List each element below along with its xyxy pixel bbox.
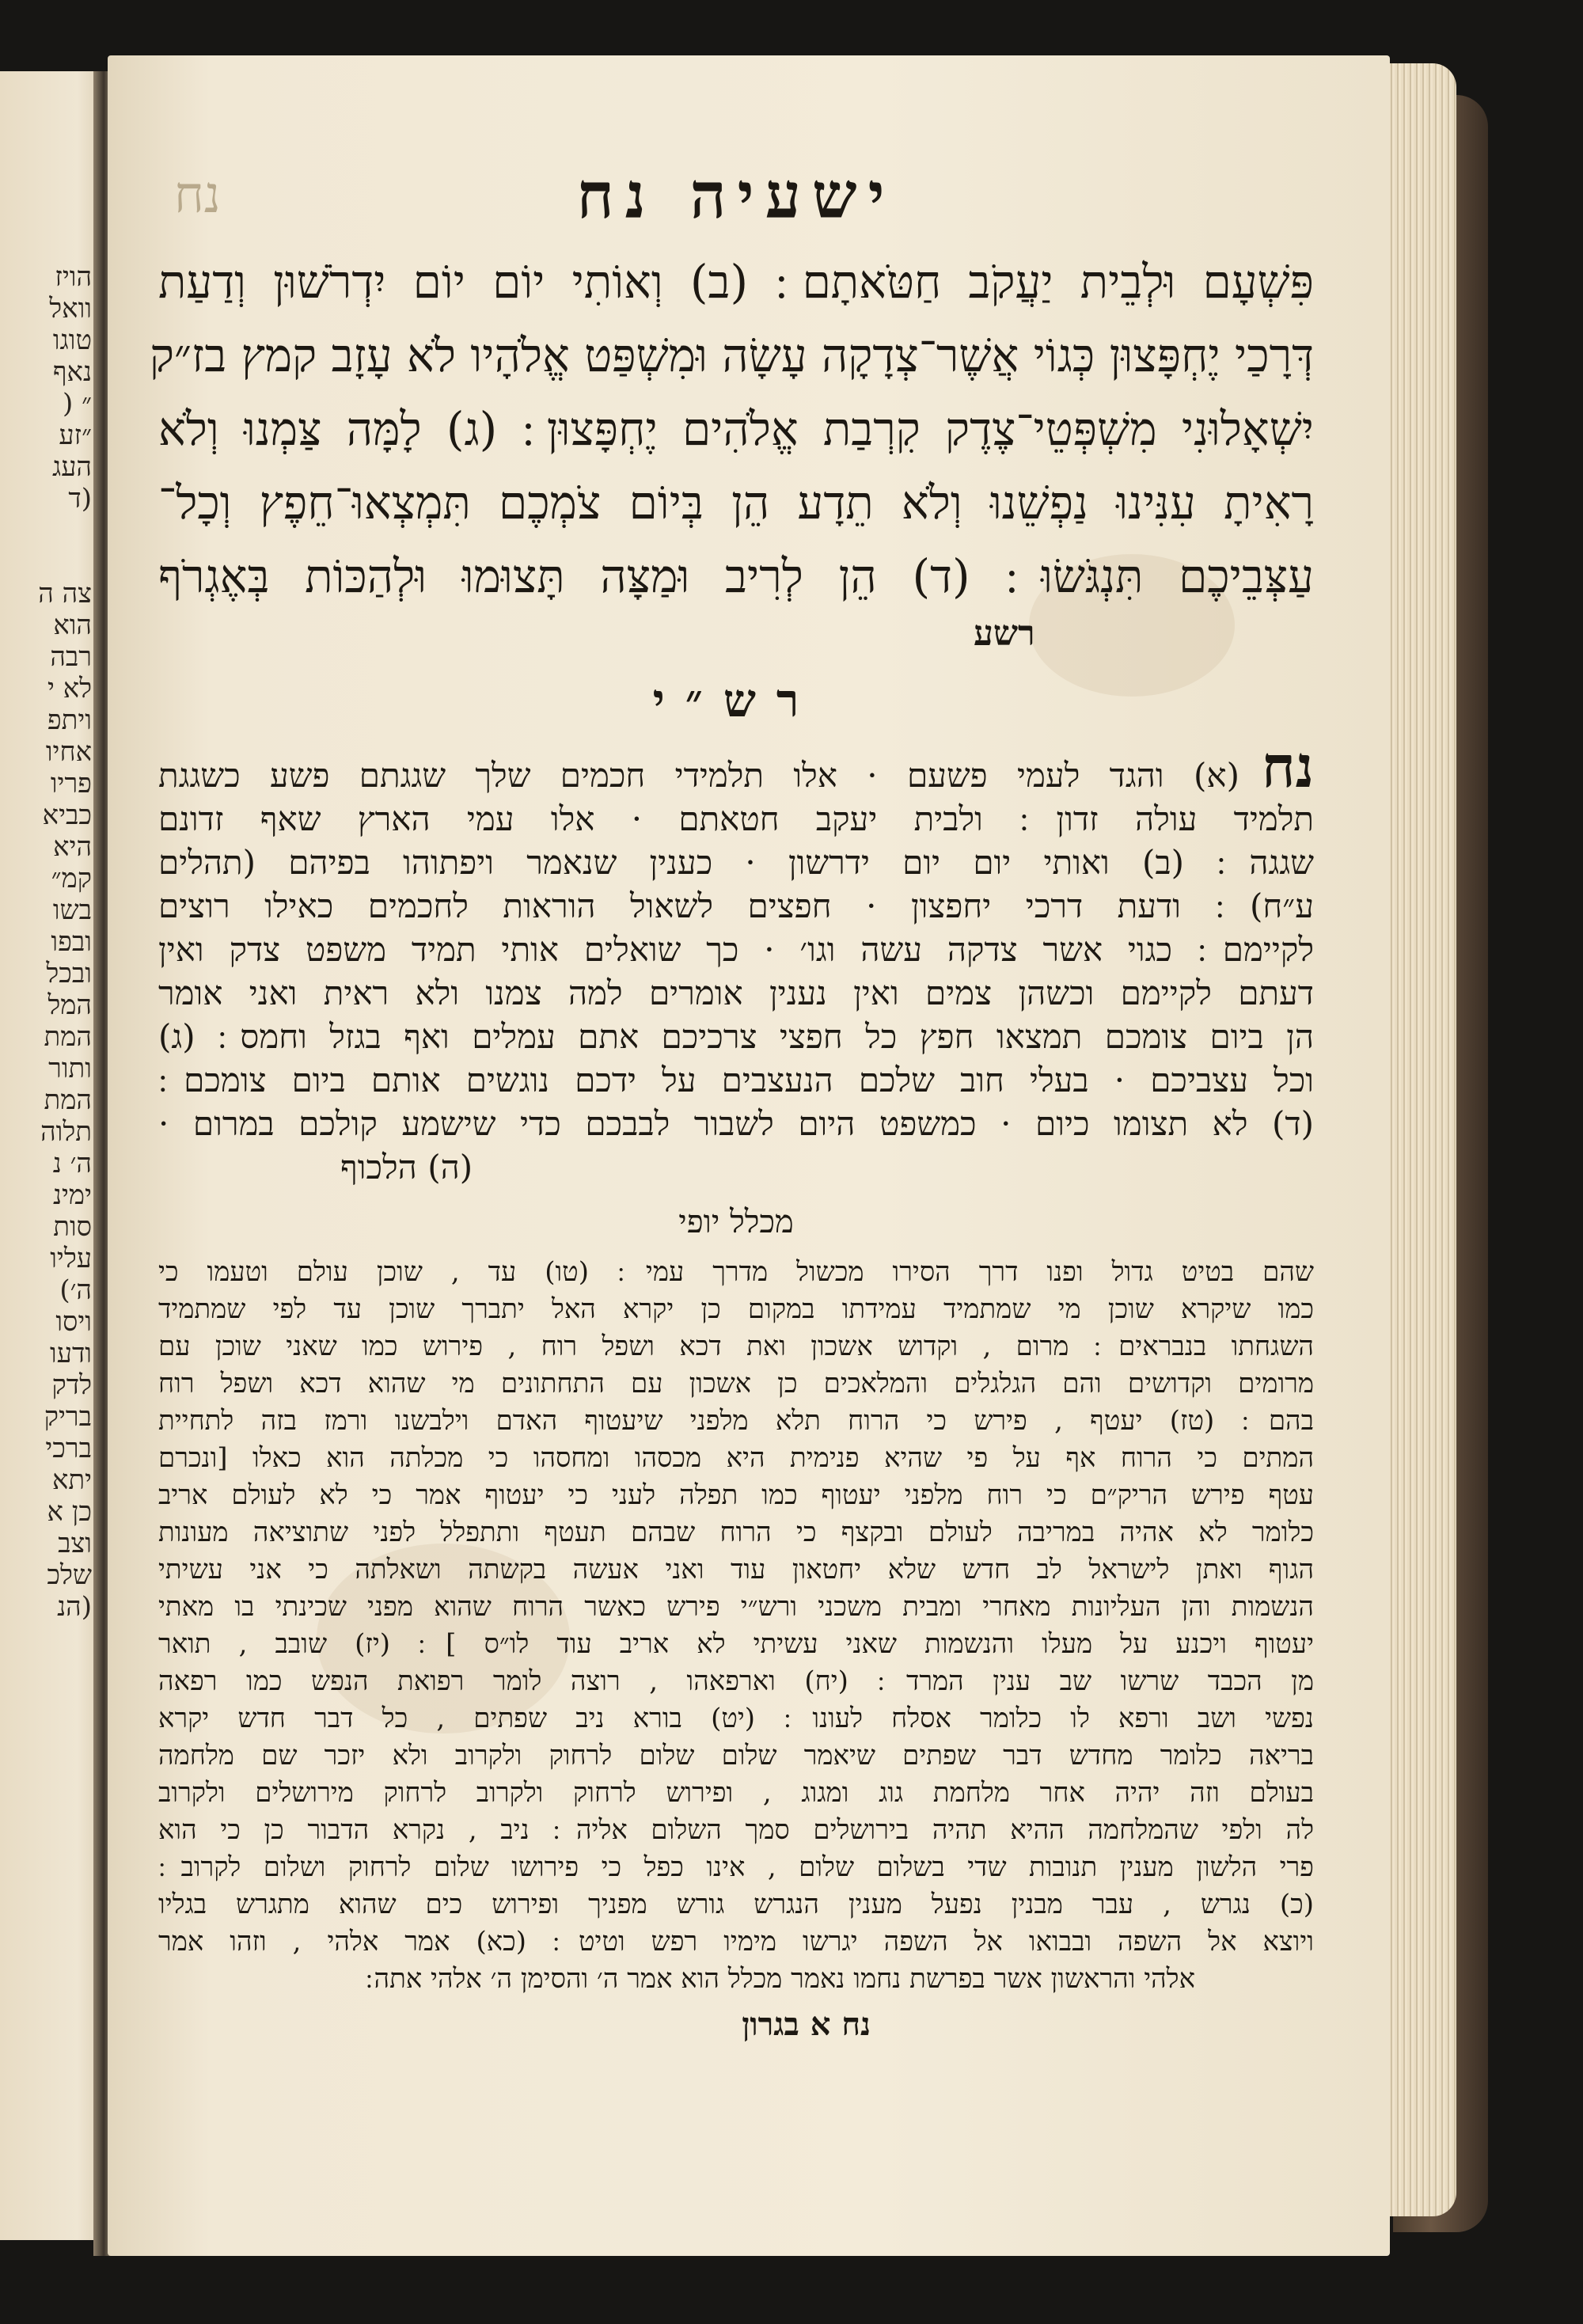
commentary-line: פרי הלשון מענין תנובות שדי בשלום שלום , אינו כפל כי פירושו שלום לרחוק ושלום לקרוב ׃ [158,1851,1314,1883]
commentary-line: המתים כי הרוח אף על פי שהיא פנימית היא מכסהו ומחסהו כי מכלתה הוא כאלו [ונכרם [158,1442,1314,1474]
commentary-line: כלומר לא אהיה במריבה לעולם ובקצף כי הרוח שבהם תעטף ותתפלל לפני שתוציאה מעונות [158,1517,1314,1548]
running-head: ישעיה נח [576,158,896,233]
left-page-line: היא [53,831,92,863]
left-page-line: ימינ [52,1179,92,1211]
rashi-line: שגגה ׃ (ב) ואותי יום יום ידרשון · כענין שנאמר ויפתוהו בפיהם (תהלים [158,843,1314,882]
left-page-line: ויתפ [47,704,92,736]
catchword: רשע [974,613,1035,654]
left-page-line: רבה [50,641,92,673]
verse-line: פִּשְׁעָם וּלְבֵית יַעֲקֹב חַטֹּאתָם ׃ (ב) וְאוֹתִי יוֹם יוֹם יִדְרֹשׁוּן וְדַעַת [158,255,1314,309]
left-page-line: ותור [48,1053,92,1084]
left-page-line: עליו [50,1243,92,1274]
left-page-line: הויז [55,261,92,293]
left-page-line: לא י [47,673,92,704]
commentary-line: לה ולפי שהמלחמה ההיא תהיה בירושלים סמך השלום אליה ׃ ניב , נקרא הדבור כן כי הוא [158,1814,1314,1846]
page-header [158,158,1314,245]
rashi-line: לקיימם ׃ כגוי אשר צדקה עשה וגו׳ · כך שואלים אותי תמיד משפט צדק ואין [158,930,1314,969]
commentary-line: הגוף ואתן לישראל לב חדש שלא יחטאון עוד ואני אעשה בקשתה ושאלתה כי אני עשיתי [158,1554,1314,1585]
verse-line: עַצְּבֵיכֶם תִּנְגֹּשׂוּ ׃ (ד) הֵן לְרִיב וּמַצָּה תָּצוּמוּ וּלְהַכּוֹת בְּאֶגְרֹף [158,549,1314,603]
left-page-line: נאף [52,356,92,388]
rashi-line: וכל עצביכם · בעלי חוב שלכם הנעצבים על ידכם נוגשים אותם ביום צומכם ׃ [158,1061,1314,1099]
left-page-line [6,546,92,578]
commentary-line: בהם ׃ (טז) יעטף , פירש כי הרוח תלא מלפני שיעטוף האדם וילבשנו ורמז בזה לתחיית [158,1405,1314,1437]
left-page-line: ״ ( [63,388,92,420]
left-page-line: כביא [42,799,92,831]
catchword-row [158,613,1314,669]
commentary-line: אלהי והראשון אשר בפרשת נחמו נאמר מכלל הוא אמר ה׳ והסימן ה׳ אלהי אתה ׃ [365,1963,1195,1995]
mikhlal-yofi-commentary [158,1254,1314,1998]
left-page-line: בריק [44,1401,92,1433]
rashi-line: ע״ח) ׃ ודעת דרכי יחפצון · חפצים לשאול הוראות לחכמים כאילו רוצים [158,887,1314,925]
commentary-line: כמו שיקרא שוכן מי שמתמיד עמידתו במקום כן יקרא האל יתברך שוכן עד לפי שמתמיד [158,1293,1314,1325]
commentary-line: בריאה כלומר מחדש דבר שפתים שיאמר שלום שלום לרחוק ולקרוב ולא יזכר שם מלחמה [158,1740,1314,1771]
faint-page-number: נח [174,166,221,225]
left-page-line: וצב [58,1528,92,1559]
verse-text [149,245,1314,613]
left-page-line: פריו [50,768,92,799]
left-page-line: סות [53,1211,92,1243]
left-page-line: העג [51,451,92,483]
left-page-line: (הנ [57,1591,92,1623]
left-page-line: קמ״ [51,863,92,894]
verse-line: רָאִיתָ עִנִּינוּ נַפְשֵׁנוּ וְלֹא תֵדָע הֵן בְּיוֹם צֹמְכֶם תִּמְצְאוּ־חֵפֶץ וְכָל־ [158,476,1314,530]
rashi-line: דעתם לקיימם וכשהן צמים ואין נענין אומרים למה צמנו ולא ראית ואני אומר [158,974,1314,1012]
rashi-line: הן ביום צומכם תמצאו חפץ כל חפצי צרכיכם אתם עמלים ואף בגזל וחמס ׃ (ג) [158,1017,1314,1056]
left-page-line: ה׳ נ [52,1148,92,1179]
rashi-catchword: (ה) הלכוף [340,1148,473,1187]
left-page-line: וואל [49,293,92,325]
rashi-commentary [158,733,1314,1189]
catchword-bottom: נח א בגרון [742,2006,871,2043]
left-page-line: שלכ [47,1559,92,1591]
left-page-line: טוגו [52,325,92,356]
left-page-line: לדק [51,1369,92,1401]
commentary-line: שהם בטיט גדול ופנו דרך הסירו מכשול מדרך עמי ׃ (טו) עד , שוכן עולם וטעמו כי [158,1256,1314,1288]
left-page-line: ודעו [50,1338,92,1369]
left-page-line: תלוה [40,1116,92,1148]
chapter-marker: נח [1261,733,1314,800]
left-page-line: אחיו [45,736,92,768]
commentary-line: (כ) נגרש , עבר מבנין נפעל מענין הנגרש גורש מפניך ופירוש כים שהוא מתגרש בגליו [158,1889,1314,1920]
left-page-line [6,515,92,546]
commentary-line: מן הכבד שרשו שב ענין המרד ׃ (יח) וארפאהו , רוצה לומר רפואת הנפש כמו רפאה [158,1665,1314,1697]
left-page-line: ובפו [51,926,92,958]
commentary-title: רש״י [652,674,820,727]
commentary-line: נפשי ושב ורפא לו כלומר אסלח לעונו ׃ (יט) בורא ניב שפתים , כל דבר חדש יקרא [158,1703,1314,1734]
commentary-line: עטף פירש הריק״ם כי רוח מלפני יעטוף כמו תפלה לעני כי יעטוף אמר כי לא לעולם אריב [158,1479,1314,1511]
left-page-line: ברכי [45,1433,92,1464]
rashi-line-text: (א) והגד לעמי פשעם · אלו תלמידי חכמים שלך שגגתם פשע כשגגת [158,756,1239,795]
left-page-line: ויסו [55,1306,92,1338]
left-page-line: ״זע [59,420,92,451]
commentary-line: ויוצא אל השפה ובבואו אל השפה יגרשו מימיו רפש וטיט ׃ (כא) אמר אלהי , וזהו אמר [158,1926,1314,1958]
left-page-line: ה׳) [59,1274,92,1306]
verse-line: דְּרָכַי יֶחְפָּצוּן כְּגוֹי אֲשֶׁר־צְדָקָה עָשָׂה וּמִשְׁפַּט אֱלֹהָיו לֹא עָזָב קמץ בז״ק [149,328,1314,382]
left-page-line: המל [47,989,92,1021]
rashi-line: (ד) לא תצומו כיום · כמשפט היום לשבור לבבכם כדי שישמע קולכם במרום · [158,1104,1314,1143]
commentary-line: הנשמות והן העליונות מאחרי ומבית משכני ורש״י פירש כאשר הרוח שהוא מפני שכינתי בו מאתי [158,1591,1314,1623]
left-page-line: המת [44,1084,92,1116]
left-page-text [6,261,92,1623]
commentary-line: יעטוף ויכנע על מעלו והנשמות שאני עשיתי לא אריב עוד לו״ס ] ׃ (יז) שובב , תואר [158,1628,1314,1660]
left-page-line: כן א [47,1496,92,1528]
left-page-line: בשו [52,894,92,926]
left-page-line: ובכל [46,958,92,989]
verse-line: יִשְׁאָלוּנִי מִשְׁפְּטֵי־צֶדֶק קִרְבַת אֱלֹהִים יֶחְפָּצוּן ׃ (ג) לָמָּה צַּמְנוּ וְלֹא [158,402,1314,456]
rashi-line [158,733,1314,800]
section-title: מכלל יופי [678,1204,794,1240]
left-page-line: המת [44,1021,92,1053]
rashi-line: תלמיד עולה זדון ׃ ולבית יעקב חטאתם · אלו עמי הארץ שאף זדונם [158,799,1314,838]
left-page-line: צה ה [38,578,92,609]
left-page-line: הוא [53,609,92,641]
left-page-line: (ד [68,483,92,515]
commentary-line: בעולם וזה יהיה אחר מלחמת גוג ומגוג , ופירוש לרחוק ולקרוב לרחוק מירושלים ולקרוב [158,1777,1314,1809]
commentary-line: מרומים וקדושים והם הגלגלים והמלאכים כן אשכון עם התחתונים מי שהוא דכא ושפל רוח [158,1368,1314,1399]
left-page-line: יתא [51,1464,92,1496]
commentary-line: השגחתו בנבראים ׃ מרום , וקדוש אשכון ואת דכא ושפל רוח , פירוש כמו שאני שוכן עם [158,1331,1314,1362]
page-content [149,158,1314,2049]
